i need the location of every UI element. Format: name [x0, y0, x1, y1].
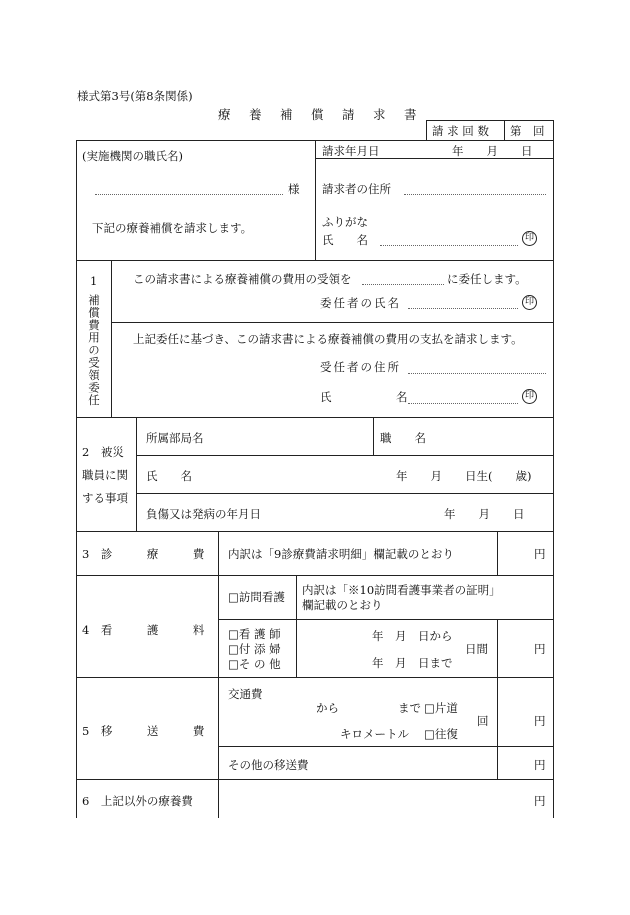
claim-count-value[interactable]: 第 回 [510, 124, 545, 138]
attendant-checkbox[interactable]: □付 添 婦 [228, 642, 281, 656]
section6-label: 6 上記以外の療養費 [82, 794, 193, 808]
transport-km[interactable]: キロメートル [340, 727, 409, 741]
one-way-checkbox[interactable]: □片道 [424, 701, 458, 715]
section1-number: 1 [90, 274, 98, 288]
payment-request-text: 上記委任に基づき、この請求書による療養補償の費用の支払を請求します。 [133, 332, 523, 346]
nursing-from-date[interactable]: 年 月 日から [372, 629, 453, 643]
section5-label: 5 移 送 費 [82, 724, 205, 738]
nurse-checkbox[interactable]: □看 護 師 [228, 627, 281, 641]
medical-fee-unit: 円 [534, 547, 546, 561]
position-label: 職 名 [380, 431, 426, 445]
other-transport-label: その他の移送費 [228, 758, 309, 772]
delegator-name-field[interactable] [408, 308, 518, 309]
institution-name-field[interactable] [95, 194, 283, 195]
other-checkbox[interactable]: □そ の 他 [228, 657, 281, 671]
visit-nursing-checkbox[interactable]: □訪問看護 [228, 590, 285, 604]
furigana-label: ふりがな [322, 215, 368, 229]
institution-label: (実施機関の職氏名) [82, 149, 183, 163]
entrust-text-b: に委任します。 [447, 272, 527, 286]
delegatee-name-field[interactable] [408, 403, 518, 404]
other-transport-unit: 円 [534, 758, 546, 772]
medical-fee-detail: 内訳は「9診療費請求明細」欄記載のとおり [228, 547, 454, 561]
claim-date-field[interactable]: 年 月 日 [452, 144, 533, 158]
visit-nursing-detail-2: 欄記載のとおり [302, 598, 383, 612]
trip-times[interactable]: 回 [477, 714, 489, 728]
round-trip-checkbox[interactable]: □往復 [424, 727, 458, 741]
section1-title: 補償費用の受領委任 [87, 294, 101, 407]
delegatee-address-label: 受任者の住所 [320, 360, 401, 374]
section4-label: 4 看 護 料 [82, 623, 205, 637]
section3-label: 3 診 療 費 [82, 547, 205, 561]
nursing-days[interactable]: 日間 [465, 642, 488, 656]
nursing-to-date[interactable]: 年 月 日まで [372, 656, 453, 670]
delegatee-address-field[interactable] [408, 373, 546, 374]
claimant-address-label: 請求者の住所 [322, 182, 391, 196]
nursing-fee-unit: 円 [534, 642, 546, 656]
claimant-address-field[interactable] [404, 194, 546, 195]
delegatee-name-label-a: 氏 [320, 390, 332, 404]
delegator-name-label: 委任者の氏名 [320, 296, 401, 310]
seal-icon: 印 [522, 295, 537, 310]
birth-date-label: 年 月 日生( 歳) [396, 469, 532, 483]
claimant-name-label: 氏 名 [322, 233, 368, 247]
other-fee-unit: 円 [534, 794, 546, 808]
form-title: 療 養 補 償 請 求 書 [218, 107, 420, 122]
entrust-text-a: この請求書による療養補償の費用の受領を [133, 272, 352, 286]
claim-count-label: 請 求 回 数 [432, 124, 489, 138]
sama-label: 様 [288, 182, 300, 196]
employee-name-label: 氏 名 [146, 469, 192, 483]
seal-icon: 印 [522, 231, 537, 246]
transport-to[interactable]: まで [398, 701, 421, 715]
form-number: 様式第3号(第8条関係) [77, 89, 193, 103]
section2-label-line1: 2 被災 [82, 445, 124, 459]
transport-fee-label: 交通費 [228, 687, 263, 701]
section2-label-line3: する事項 [82, 491, 128, 505]
claim-date-label: 請求年月日 [322, 144, 380, 158]
claimant-name-field[interactable] [380, 245, 518, 246]
section2-label-line2: 職員に関 [82, 468, 128, 482]
delegatee-name-label-b: 名 [396, 390, 408, 404]
seal-icon: 印 [522, 389, 537, 404]
entrustee-field[interactable] [362, 284, 444, 285]
transport-fee-unit: 円 [534, 714, 546, 728]
injury-date-label: 負傷又は発病の年月日 [146, 507, 261, 521]
request-text: 下記の療養補償を請求します。 [92, 221, 253, 235]
injury-date-field[interactable]: 年 月 日 [444, 507, 525, 521]
department-label: 所属部局名 [146, 431, 204, 445]
visit-nursing-detail-1: 内訳は「※10訪問看護事業者の証明」 [302, 583, 501, 597]
transport-from[interactable]: から [316, 701, 339, 715]
